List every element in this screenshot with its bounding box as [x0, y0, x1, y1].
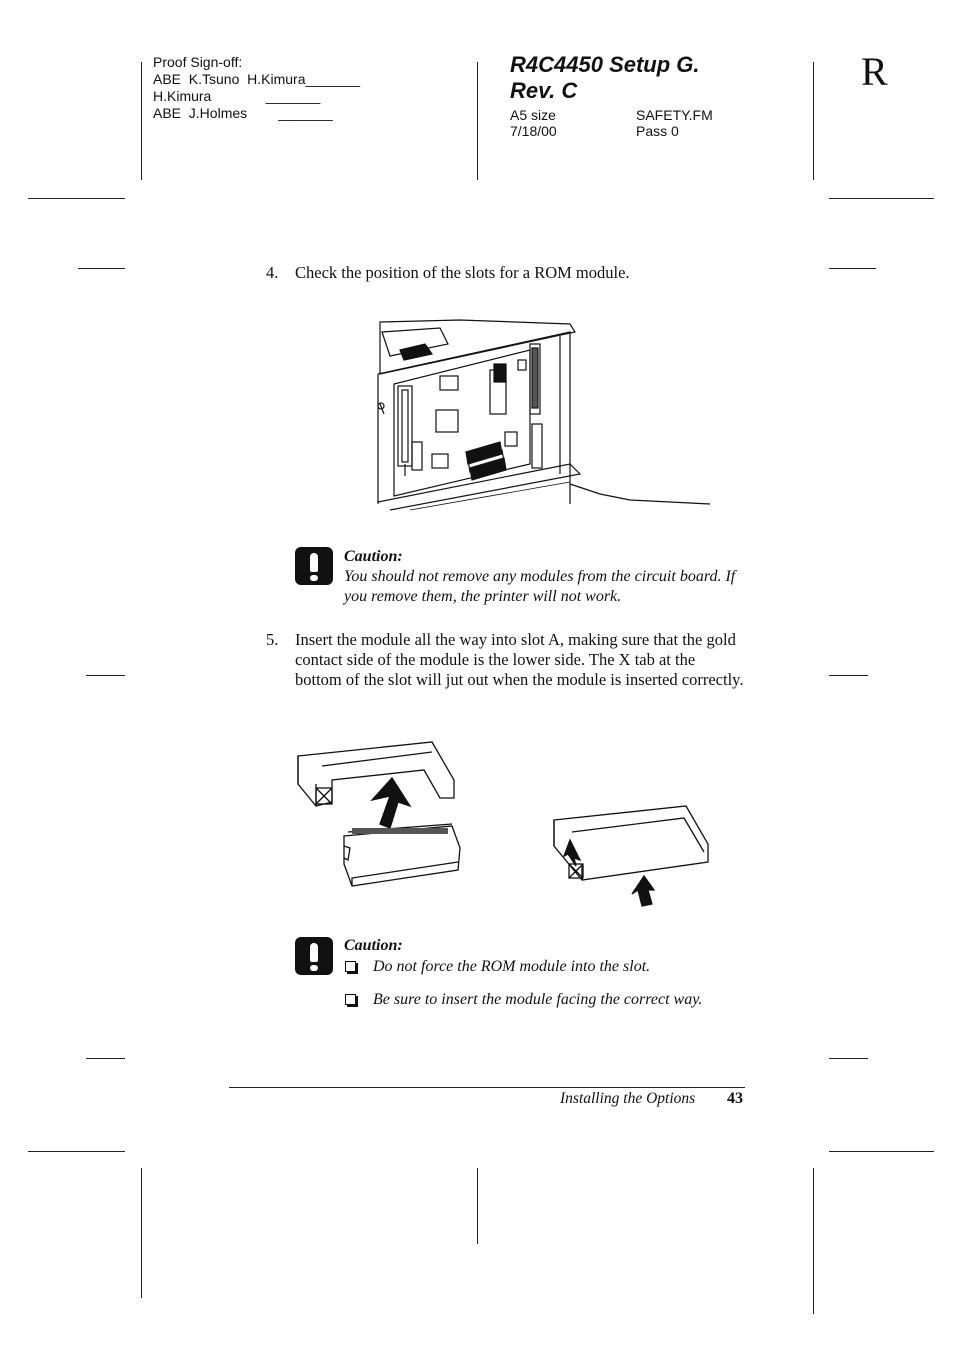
doc-file: SAFETY.FM [636, 107, 713, 123]
footer-rule [229, 1087, 745, 1088]
module-insertion-illustration [292, 736, 722, 916]
checkbox-bullet-icon [345, 994, 356, 1005]
doc-title [510, 52, 700, 104]
caution-icon [295, 937, 333, 975]
step-5 [266, 630, 756, 712]
proof-line: ABE K.Tsuno H.Kimura_______ [153, 71, 361, 87]
doc-title-line1: R4C4450 Setup G. [510, 52, 700, 77]
page-number: 43 [727, 1090, 743, 1107]
caution-title: Caution: [344, 548, 403, 565]
proof-line: H.Kimura _______ [153, 88, 321, 104]
proof-line: Proof Sign-off: [153, 54, 243, 70]
doc-date: 7/18/00 [510, 123, 557, 139]
step-text: Insert the module all the way into slot A, making sure that the gold contact side of the module is the lower side. The X tab at the bottom of the slot will jut out when the module is inserted correctly. [295, 630, 744, 689]
caution-bullet: Do not force the ROM module into the slot. [373, 958, 651, 975]
proof-signoff [153, 54, 360, 122]
caution-body: You should not remove any modules from the circuit board. If you remove them, the printer will not work. [344, 568, 736, 605]
caution-icon [295, 547, 333, 585]
footer-section: Installing the Options [560, 1090, 696, 1107]
checkbox-bullet-icon [345, 961, 356, 972]
caution-title: Caution: [344, 937, 403, 954]
step-text: Check the position of the slots for a ROM module. [295, 263, 630, 282]
step-number: 5. [266, 630, 279, 649]
step-4 [266, 263, 756, 283]
proof-line: ABE J.Holmes _______ [153, 105, 333, 121]
caution-bullet: Be sure to insert the module facing the correct way. [373, 991, 703, 1008]
doc-title-line2: Rev. C [510, 78, 578, 103]
step-number: 4. [266, 263, 279, 282]
circuit-board-illustration [370, 314, 750, 514]
doc-size: A5 size [510, 107, 556, 123]
corner-letter: R [861, 49, 888, 94]
doc-pass: Pass 0 [636, 123, 679, 139]
